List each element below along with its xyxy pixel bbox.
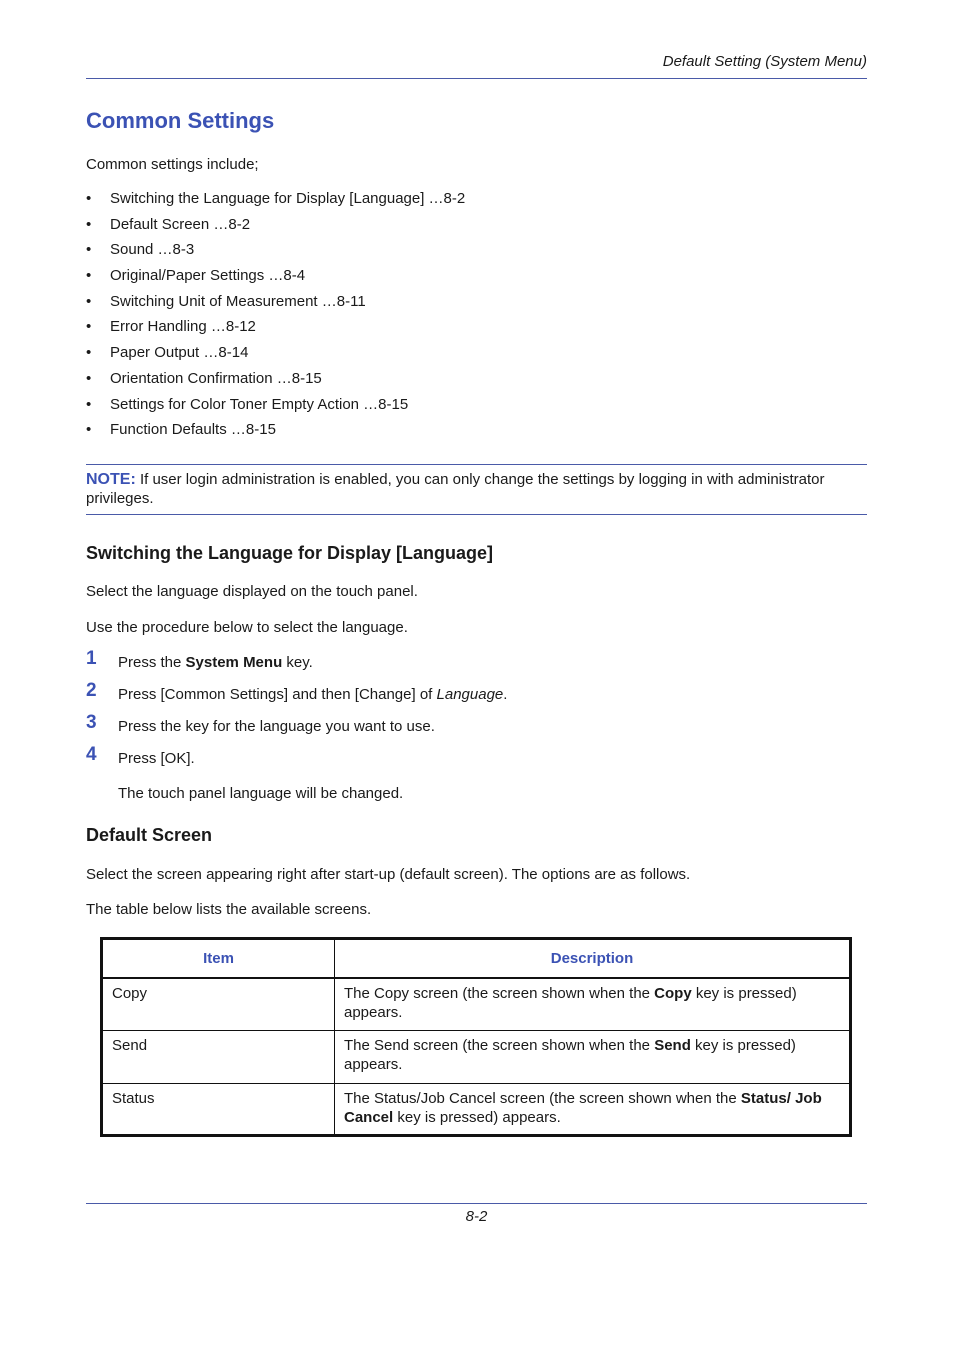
- toc-item[interactable]: • Function Defaults …8-15: [86, 421, 276, 439]
- step-number: 3: [86, 712, 97, 733]
- page-title: Common Settings: [86, 108, 275, 133]
- step-3: [86, 712, 846, 741]
- section-heading-default-screen: Default Screen: [86, 825, 213, 845]
- step-number: 2: [86, 680, 97, 701]
- table-intro: The table below lists the available screens.: [86, 901, 372, 918]
- table-row: [102, 978, 851, 1031]
- toc-item[interactable]: • Paper Output …8-14: [86, 344, 249, 362]
- toc-item[interactable]: • Default Screen …8-2: [86, 215, 251, 233]
- default-screen-description: Select the screen appearing right after start-up (default screen). The options are as follows.: [86, 866, 691, 883]
- page-number: 8-2: [465, 1208, 488, 1225]
- footer-rule: [86, 1203, 867, 1204]
- language-procedure-intro: Use the procedure below to select the language.: [86, 619, 408, 636]
- toc-item[interactable]: • Switching Unit of Measurement …8-11: [86, 292, 366, 310]
- step-2: [86, 680, 846, 709]
- column-header-item: Item: [102, 939, 335, 979]
- description-cell: The Copy screen (the screen shown when the Copy key is pressed) appears.: [335, 978, 851, 1031]
- step-text: Press the System Menu key.: [118, 654, 313, 671]
- step-text: Press [OK].: [118, 750, 195, 767]
- default-screen-table: [100, 937, 852, 1137]
- table-row: [102, 1084, 851, 1136]
- intro-text: Common settings include;: [86, 156, 259, 173]
- step-number: 1: [86, 648, 97, 669]
- note-box: [86, 464, 867, 515]
- step-text: Press [Common Settings] and then [Change] of Language.: [118, 686, 508, 703]
- column-header-description: Description: [335, 939, 851, 979]
- step-result: The touch panel language will be changed.: [118, 785, 404, 802]
- section-heading-language: Switching the Language for Display [Language]: [86, 543, 494, 563]
- note-text: NOTE: If user login administration is enabled, you can only change the settings by logging in with administrator privileges.: [86, 471, 825, 507]
- step-number: 4: [86, 744, 97, 765]
- table-header-row: [102, 939, 851, 979]
- description-cell: The Send screen (the screen shown when the Send key is pressed) appears.: [335, 1031, 851, 1084]
- running-header: Default Setting (System Menu): [662, 53, 867, 70]
- description-cell: The Status/Job Cancel screen (the screen shown when the Status/ Job Cancel key is pressed) appears.: [335, 1084, 851, 1136]
- toc-item[interactable]: • Settings for Color Toner Empty Action …8-15: [86, 395, 409, 413]
- toc-item[interactable]: • Error Handling …8-12: [86, 318, 256, 336]
- item-cell: Status: [102, 1084, 335, 1136]
- item-cell: Copy: [102, 978, 335, 1031]
- toc-item[interactable]: • Switching the Language for Display [Language] …8-2: [86, 190, 466, 207]
- item-cell: Send: [102, 1031, 335, 1084]
- step-1: [86, 648, 846, 677]
- header-rule: [86, 78, 867, 79]
- toc-item[interactable]: • Original/Paper Settings …8-4: [86, 267, 306, 285]
- table-row: [102, 1031, 851, 1084]
- note-label: NOTE:: [86, 471, 136, 488]
- language-description: Select the language displayed on the touch panel.: [86, 583, 418, 600]
- step-4: [86, 744, 846, 773]
- toc-item[interactable]: • Sound …8-3: [86, 241, 195, 259]
- toc-list: [86, 189, 465, 446]
- toc-item[interactable]: • Orientation Confirmation …8-15: [86, 369, 322, 387]
- step-text: Press the key for the language you want to use.: [118, 718, 435, 735]
